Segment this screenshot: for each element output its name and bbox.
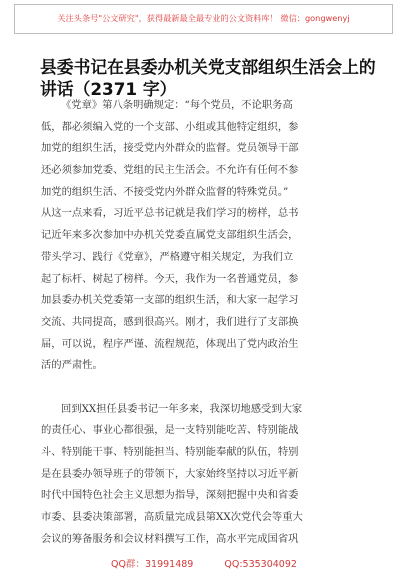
body-line: 还必须参加党委、党组的民主生活会。不允许有任何不参 [41, 164, 299, 177]
footer-qq-number: QQ:535304092 [224, 559, 297, 570]
body-line: 《党章》第八条明确规定：“每个党员，不论职务高 [61, 99, 293, 111]
body-line: 记近年来多次参加中办机关党委直属党支部组织生活会， [41, 229, 299, 242]
footer-contact [0, 556, 408, 570]
body-line: 加党的组织生活、不接受党内外群众监督的特殊党员。” [41, 185, 289, 198]
body-line: 交流、共同提高，感到很高兴。刚才，我们进行了支部换 [41, 315, 299, 328]
body-line: 斗、特别能干事、特别能担当、特别能奉献的队伍，特别 [41, 446, 299, 458]
body-line: 带头学习、践行《党章》，严格遵守相关规定，为我们立 [41, 250, 294, 263]
promo-banner [14, 4, 393, 34]
body-line: 时代中国特色社会主义思想为指导，深刻把握中央和省委 [41, 489, 299, 502]
promo-banner-text: 关注头条号"公文研究"，获得最新最全最专业的公文资料库！ 微信：gongwenyj [57, 13, 350, 23]
footer-qq-group: QQ群：31991489 [111, 559, 194, 570]
body-line: 市委、县委决策部署，高质量完成县第XX次党代会等重大 [41, 511, 303, 524]
body-line: 加党的组织生活，接受党内外群众的监督。党员领导干部 [41, 142, 299, 155]
paragraph-gap [41, 377, 371, 399]
body-line: 是在县委办领导班子的带领下，大家始终坚持以习近平新 [41, 467, 299, 480]
body-line: 起了标杆、树起了榜样。今天，我作为一名普通党员，参 [41, 272, 299, 285]
body-line: 低，都必须编入党的一个支部、小组或其他特定组织，参 [41, 120, 299, 133]
body-line: 会议的筹备服务和会议材料撰写工作，高水平完成国省巩 [41, 532, 299, 545]
body-line: 回到XX担任县委书记一年多来，我深切地感受到大家 [61, 402, 303, 415]
body-line: 活的严肃性。 [41, 359, 103, 372]
document-body [41, 95, 371, 550]
body-line: 的责任心、事业心都很强，是一支特别能吃苦、特别能战 [41, 424, 299, 437]
body-line: 届，可以说，程序严谨、流程规范，体现出了党内政治生 [41, 337, 299, 350]
body-line: 加县委办机关党委第一支部的组织生活，和大家一起学习 [41, 294, 299, 307]
body-line: 从这一点来看，习近平总书记就是我们学习的榜样，总书 [41, 207, 299, 220]
document-title: 县委书记在县委办机关党支部组织生活会上的讲话（2371 字） [40, 57, 376, 99]
